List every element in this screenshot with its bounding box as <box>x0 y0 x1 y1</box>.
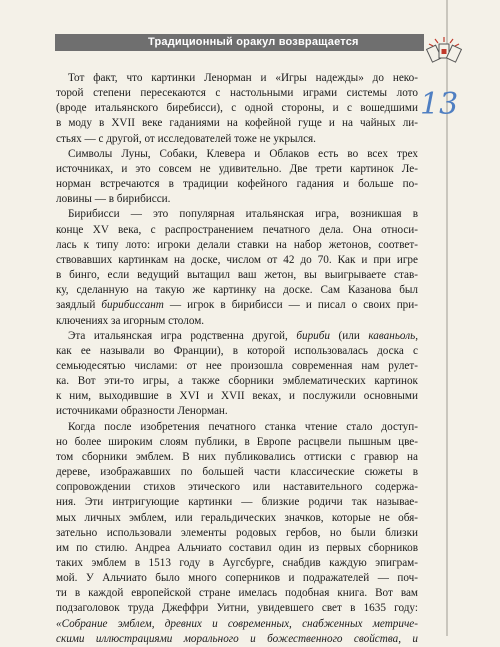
text-line: им по стилю. Андреа Альчиато составил один из первых сборников <box>56 541 418 554</box>
body-text <box>56 71 418 647</box>
text-line: сопровождении стихов этического или наставительного содержа- <box>56 481 418 494</box>
text-line: Тот факт, что картинки Ленорман и «Игры надежды» до неко- <box>68 72 418 84</box>
text-line: Эта итальянская игра родственна другой, бириби (или каваньоль, <box>68 329 418 342</box>
text-line: ти в каждой европейской стране имелась подобная книга. Вот вам <box>56 587 418 600</box>
text-line: ку, сделанную на такую же картинку на доске. Сам Казанова был <box>56 284 418 297</box>
paragraph <box>56 207 418 328</box>
text-line: семьюдесятью числами: от нее произошла современная нам рулет- <box>56 359 418 372</box>
text-line: норман встречаются в традиции кофейного гадания и больше по- <box>56 178 418 191</box>
text-line: Когда после изобретения печатного станка чтение стало доступ- <box>68 420 418 433</box>
text-line: Символы Луны, Собаки, Клевера и Облаков есть во всех трех <box>68 147 418 160</box>
text-line: как ее называли во Франции), в которой использовалась доска с <box>56 344 418 357</box>
text-line: источниках, и это совсем не удивительно. Две трети картинок Ле- <box>56 162 418 175</box>
text-line: в бинго, если ведущий вытащил ваш жетон, вы выигрываете став- <box>56 269 418 282</box>
text-line: Бирибисси — это популярная итальянская игра, возникшая в <box>68 208 418 221</box>
text-line: ка. Вот эти-то игры, а также сборники эмблематических картинок <box>56 375 418 388</box>
card-fan-icon <box>426 36 462 68</box>
text-line: ствовавших картинкам на доске, числом от 42 до 70. Как и при игре <box>56 253 418 266</box>
text-line: том сборники эмблем. В них публиковались оттиски с гравюр на <box>56 450 418 463</box>
text-line: (вроде итальянского биребисси), с одной стороны, и с вошедшими <box>56 102 418 115</box>
text-line: источниками образности Ленорман. <box>56 405 228 418</box>
text-line: «Собрание эмблем, древних и современных, снабженных метриче- <box>56 617 418 630</box>
text-line: заядлый бирибиссант — игрок в бирибисси — и писал о своих при- <box>56 299 418 312</box>
text-line: но более широким слоям публики, в Европе расцвели пышным цве- <box>56 435 418 448</box>
text-line: ловины — в бирибисси. <box>56 193 171 206</box>
text-line: торой степени пересекаются с настольными играми системы лото <box>56 87 418 100</box>
paragraph <box>56 147 418 208</box>
text-line: дереве, изображавших по большей части классические сюжеты в <box>56 466 418 479</box>
text-line: ния. Эти интригующие картинки — близкие родичи так называе- <box>56 496 418 509</box>
text-line: стьях — с другой, от исследователей тоже не укрылся. <box>56 132 316 145</box>
paragraph <box>56 420 418 647</box>
text-line: в моду в XVII веке гаданиями на кофейной гуще и на чайных ли- <box>56 117 418 130</box>
text-line: к ним, выходившие в XVI и XVII веках, и послужили основными <box>56 390 418 403</box>
text-line: ключениях за игорным столом. <box>56 314 205 327</box>
page-number: 13 <box>420 87 459 122</box>
paragraph <box>56 329 418 420</box>
running-header-title: Традиционный оракул возвращается <box>148 36 359 48</box>
text-line: зательно использовали элементы родовых гербов, но были близки <box>56 526 418 539</box>
text-line: подзаголовок труда Джеффри Уитни, увидевшего свет в 1635 году: <box>56 602 418 615</box>
text-line: таких эмблем в 1513 году в Аугсбурге, снабдив каждую эпиграм- <box>56 557 418 569</box>
text-line: конце XV века, с распространением печатного дела. Она относи- <box>56 223 418 236</box>
text-line: лась к типу лото: игроки делали ставки на набор жетонов, соответ- <box>56 238 418 251</box>
paragraph <box>56 71 418 147</box>
text-line: мых личных эмблем, или геральдических значков, которые не обя- <box>56 511 418 524</box>
text-line: мой. У Альчиато было много соперников и подражателей — поч- <box>56 572 418 585</box>
text-line: скими иллюстрациями морального и божественного свойства, и <box>56 632 418 645</box>
